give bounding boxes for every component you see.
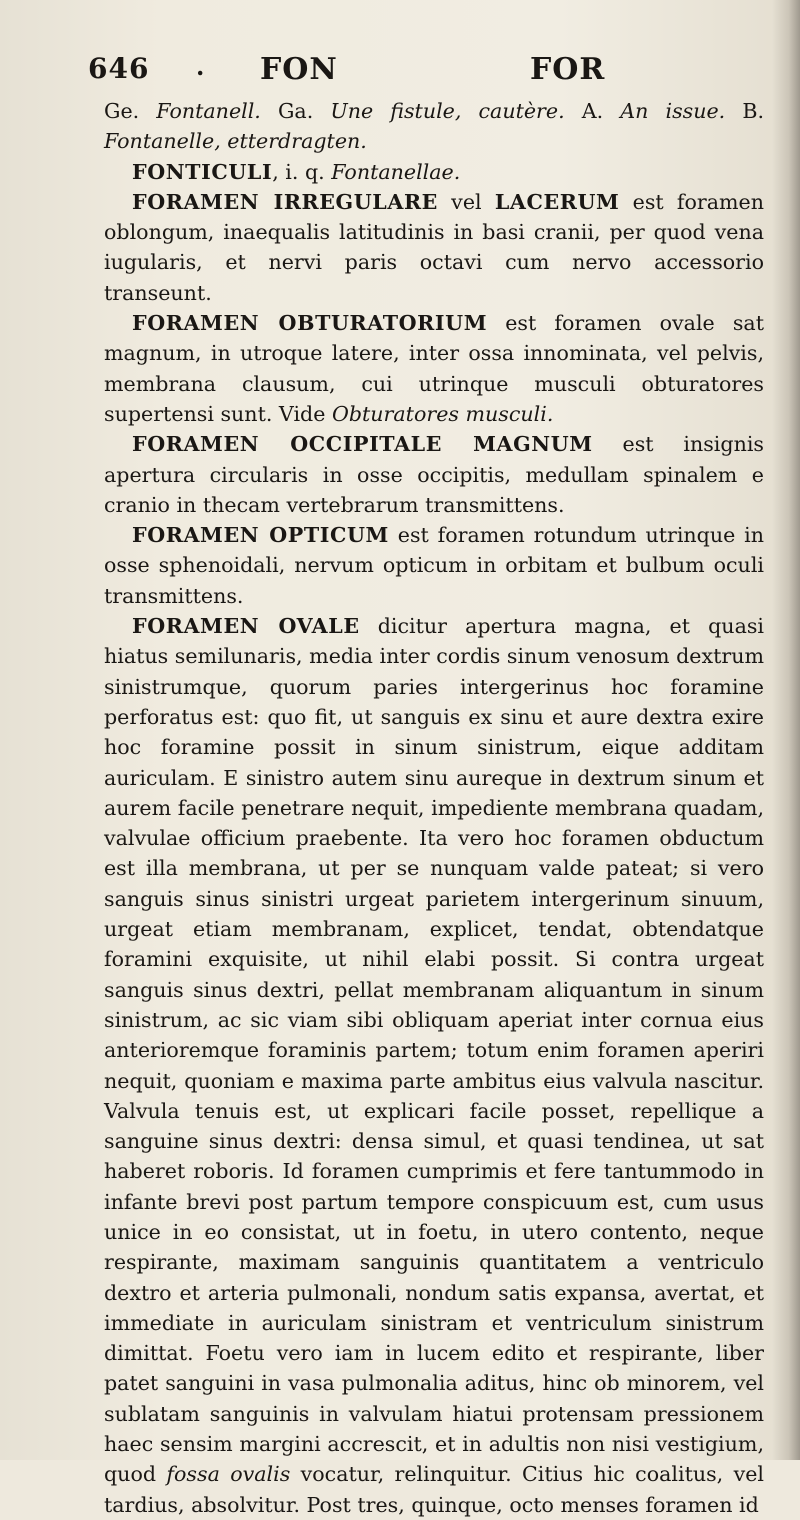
entry-text: Ga. [260, 99, 331, 123]
entry-text: Ge. [104, 99, 157, 123]
entry-text: vocatur, relinquitur. Citius hic coalitus, vel tardius, absolvitur. Post tres, quinque, octo menses foramen id [104, 1462, 764, 1517]
entry-headword: FORAMEN OBTURATORIUM [132, 311, 488, 336]
header-left-word: FON [260, 52, 338, 87]
dictionary-text [104, 96, 764, 1520]
entry-headword: FONTICULI [132, 159, 273, 184]
entry-headword: FORAMEN OPTICUM [132, 523, 389, 548]
entry-text: est foramen oblongum, inaequalis latitudinis in basi cranii, per quod vena iugularis, et nervi paris octavi cum nervo accessorio transeunt. [104, 189, 764, 305]
entry-text: A. [564, 99, 621, 123]
header-right-word: FOR [530, 52, 606, 87]
entry-text: est foramen rotundum utrinque in osse sphenoidali, nervum opticum in orbitam et bulbum oculi transmittens. [104, 523, 764, 608]
italic-text: An issue. [620, 99, 726, 123]
entry-headword: FORAMEN IRREGULARE [132, 189, 438, 214]
entry-headword: LACERUM [494, 189, 620, 214]
italic-text: Fontanelle, etterdragten. [104, 129, 367, 154]
entry-foramen-obturatorium [104, 308, 764, 429]
entry-foramen-ovale [104, 611, 764, 1520]
entry-text: est insignis apertura circularis in osse occipitis, medullam spinalem e cranio in thecam vertebrarum transmittens. [104, 432, 764, 517]
entry-headword: FORAMEN OCCIPITALE MAGNUM [132, 432, 593, 457]
entry-headword: FORAMEN OVALE [132, 614, 360, 639]
italic-text: Une fistule, cautère. [330, 99, 565, 123]
entry-text: dicitur apertura magna, et quasi hiatus semilunaris, media inter cordis sinum venosum dextrum sinistrumque, quorum paries intergerinus hoc foramine perforatus est: quo fit, ut sanguis ex sinu et aure dextra exire hoc foramine possit in sinum sinistrum, eique additam auriculam. E sinistro autem sinu aureque in dextrum sinum et aurem facile penetrare nequit, impediente membrana quadam, valvulae officium praebente. Ita vero hoc foramen obductum est illa membrana, ut per se nunquam valde pateat; si vero sanguis sinus sinistri urgeat parietem intergerinum sinuum, urgeat etiam membranam, explicet, tendat, obtendatque foramini exquisite, ut nihil elabi possit. Si contra urgeat sanguis sinus dextri, pellat membranam aliquantum in sinum sinistrum, ac sic viam sibi obliquam aperiat inter cornua eius anterioremque foraminis partem; totum enim foramen aperiri nequit, quoniam e maxima parte ambitus eius valvula nascitur. Valvula tenuis est, ut explicari facile posset, repellique a sanguine sinus dextri: densa simul, et quasi tendinea, ut sat haberet roboris. Id foramen cumprimis et fere tantummodo in infante brevi post partum tempore conspicuum est, cum usus unice in eo consistat, ut in foetu, in utero contento, neque respirante, maximam sanguinis quantitatem a ventriculo dextro et arteria pulmonali, nondum satis expansa, avertat, et immediate in auriculam sinistram et ventriculum sinistrum dimittat. Foetu vero iam in lucem edito et respirante, liber patet sanguini in vasa pulmonalia aditus, hinc ob minorem, vel sublatam sanguinis in valvulam hiatui protensam pressionem haec sensim margini accrescit, et in adultis non nisi vestigium, quod [104, 614, 764, 1487]
entry-fontanell [104, 96, 764, 157]
page-gutter-shadow [772, 0, 800, 1460]
entry-text: B. [725, 99, 765, 123]
italic-text: fossa ovalis [166, 1462, 291, 1487]
entry-text: , i. q. [272, 159, 332, 184]
entry-fonticuli [104, 157, 764, 187]
page-number: 646 [88, 52, 150, 85]
entry-foramen-opticum [104, 520, 764, 611]
entry-foramen-irregulare [104, 187, 764, 308]
entry-foramen-occipitale [104, 429, 764, 520]
header-separator: . [196, 52, 206, 81]
running-header [88, 52, 768, 88]
italic-text: Obturatores musculi. [331, 401, 554, 426]
italic-text: Fontanell. [156, 99, 261, 123]
italic-text: Fontanellae. [331, 159, 461, 184]
entry-text: vel [437, 189, 495, 214]
entry-text: est foramen ovale sat magnum, in utroque latere, inter ossa innominata, vel pelvis, membrana clausum, cui utrinque musculi obturatores supertensi sunt. Vide [104, 311, 764, 426]
